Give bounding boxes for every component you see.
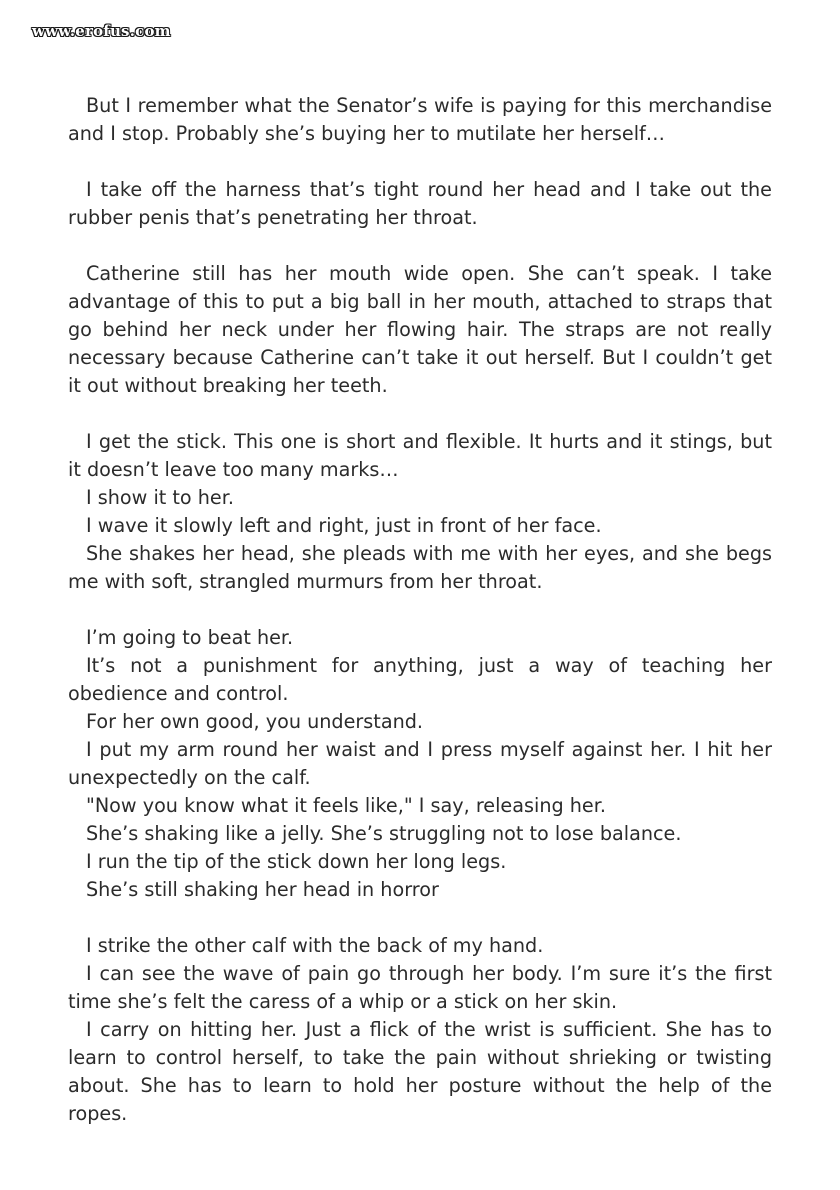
paragraph: For her own good, you understand. (86, 710, 424, 733)
paragraph: I take off the harness that’s tight round her head and I take out the rubber penis that’s penetrating her throat. (68, 178, 772, 229)
paragraph: But I remember what the Senator’s wife is paying for this merchandise and I stop. Probably she’s buying her to mutilate her herself… (68, 94, 772, 145)
paragraph-gap (68, 232, 772, 260)
site-watermark: www.erofus.com (32, 22, 171, 40)
paragraph: It’s not a punishment for anything, just a way of teaching her obedience and control. (68, 654, 772, 705)
paragraph: She shakes her head, she pleads with me with her eyes, and she begs me with soft, strangled murmurs from her throat. (68, 542, 772, 593)
page-body-text (68, 92, 772, 1128)
paragraph: I show it to her. (86, 486, 234, 509)
paragraph: I can see the wave of pain go through her body. I’m sure it’s the first time she’s felt the caress of a whip or a stick on her skin. (68, 962, 772, 1013)
paragraph-gap (68, 400, 772, 428)
paragraph-gap (68, 148, 772, 176)
paragraph: She’s shaking like a jelly. She’s struggling not to lose balance. (86, 822, 682, 845)
paragraph: I run the tip of the stick down her long legs. (86, 850, 507, 873)
paragraph: I strike the other calf with the back of my hand. (86, 934, 544, 957)
paragraph: I carry on hitting her. Just a flick of the wrist is sufficient. She has to learn to control herself, to take the pain without shrieking or twisting about. She has to learn to hold her posture without the help of the ropes. (68, 1018, 772, 1125)
paragraph: I get the stick. This one is short and flexible. It hurts and it stings, but it doesn’t leave too many marks… (68, 430, 772, 481)
paragraph: Catherine still has her mouth wide open. She can’t speak. I take advantage of this to put a big ball in her mouth, attached to straps that go behind her neck under her flowing hair. The straps are not really necessary because Catherine can’t take it out herself. But I couldn’t get it out without breaking her teeth. (68, 262, 772, 397)
paragraph: I put my arm round her waist and I press myself against her. I hit her unexpectedly on the calf. (68, 738, 772, 789)
paragraph: She’s still shaking her head in horror (86, 878, 439, 901)
paragraph: I wave it slowly left and right, just in front of her face. (86, 514, 602, 537)
paragraph: I’m going to beat her. (86, 626, 294, 649)
paragraph-gap (68, 596, 772, 624)
paragraph: "Now you know what it feels like," I say, releasing her. (86, 794, 606, 817)
paragraph-gap (68, 904, 772, 932)
